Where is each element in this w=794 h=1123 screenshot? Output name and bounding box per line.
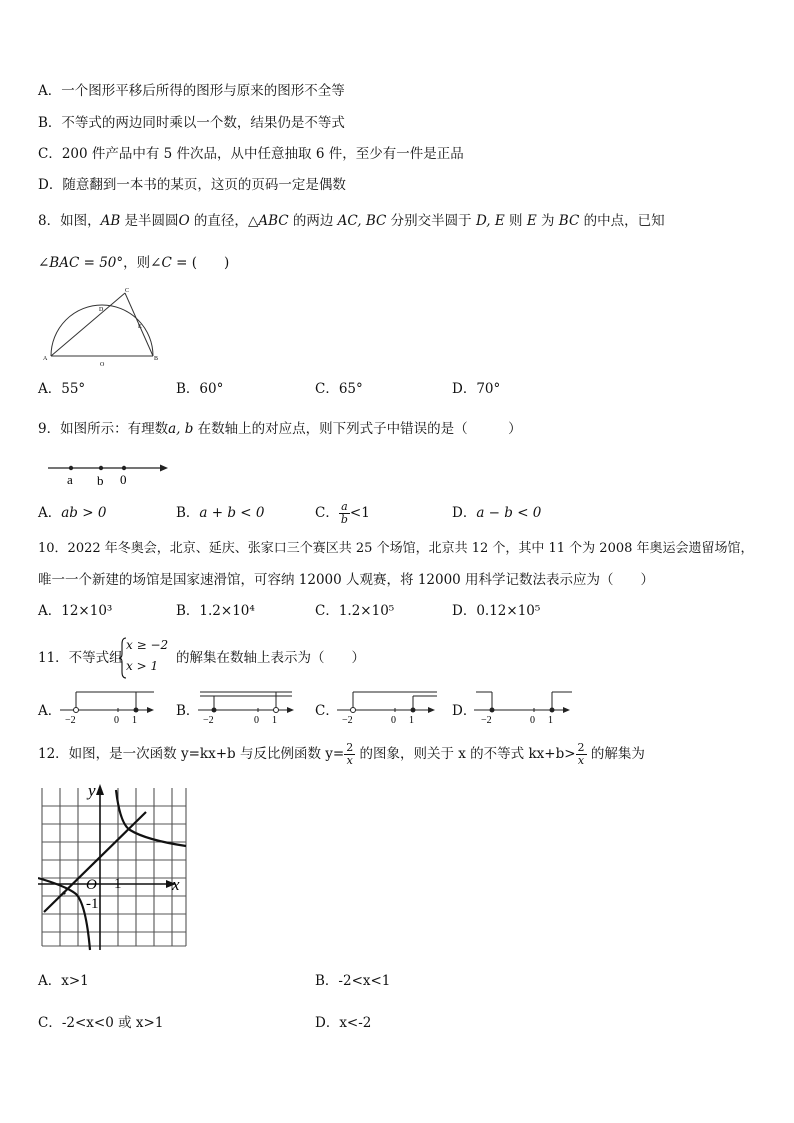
q9-option-b: B．a + b < 0	[176, 505, 265, 521]
q10-option-a: A．12×10³	[38, 603, 113, 619]
q7-option-b: B．不等式的两边同时乘以一个数，结果仍是不等式	[38, 115, 345, 131]
q11-inequality-1: x ≥ −2	[126, 638, 169, 652]
q11-c-tick-1: 1	[409, 715, 414, 726]
q11-option-c-label: C．	[315, 703, 339, 719]
q11-d-tick-1: 1	[548, 715, 553, 726]
q12-option-a: A．x>1	[38, 973, 89, 989]
q11-option-a-label: A．	[38, 703, 62, 719]
q11-option-b-number-line	[196, 686, 300, 726]
q11-option-b-label: B．	[176, 703, 200, 719]
q12-option-b: B．-2<x<1	[315, 973, 391, 989]
q8-option-d: D．70°	[452, 381, 501, 397]
q12-option-d: D．x<-2	[315, 1015, 372, 1031]
q11-a-tick-neg2: −2	[65, 715, 76, 726]
q12-stem: 12．如图，是一次函数 y=kx+b 与反比例函数 y= $\frac{2}{x}$ 的图象，则关于 x 的不等式 kx+b> $\frac{2}{x}$ 的解集为	[38, 741, 645, 767]
q9-label-b: b	[97, 473, 104, 488]
q10-option-d: D．0.12×10⁵	[452, 603, 541, 619]
q12-axis-label-y: y	[88, 781, 96, 800]
q8-label-e: E	[138, 324, 142, 330]
q9-label-zero: 0	[120, 472, 127, 487]
q12-option-c: C．-2<x<0 或 x>1	[38, 1015, 164, 1031]
q10-stem-line1: 10．2022 年冬奥会，北京、延庆、张家口三个赛区共 25 个场馆，北京共 12 个，其中 11 个为 2008 年奥运会遗留场馆，	[38, 541, 754, 556]
q12-tick-one: 1	[114, 876, 122, 892]
q11-d-tick-0: 0	[530, 715, 535, 726]
q11-c-tick-neg2: −2	[342, 715, 353, 726]
q9-stem: 9．如图所示：有理数a, b 在数轴上的对应点，则下列式子中错误的是（ ）	[38, 421, 522, 437]
q11-b-tick-1: 1	[272, 715, 277, 726]
q12-tick-neg-one: -1	[86, 896, 99, 912]
q8-stem: 8．如图，AB 是半圆圆O 的直径，△ABC 的两边 AC, BC 分别交半圆于 D, E 则 E 为 BC 的中点，已知	[38, 213, 665, 229]
q11-stem-prefix: 11．不等式组	[38, 650, 123, 666]
q8-option-c: C．65°	[315, 381, 363, 397]
q10-option-c: C．1.2×10⁵	[315, 603, 395, 619]
q11-d-tick-neg2: −2	[481, 715, 492, 726]
q8-option-a: A．55°	[38, 381, 86, 397]
q11-option-c-number-line	[335, 686, 443, 726]
q8-label-d: D	[99, 307, 104, 313]
q11-option-d-label: D．	[452, 703, 477, 719]
q9-option-d: D．a − b < 0	[452, 505, 542, 521]
q11-inequality-2: x > 1	[126, 659, 159, 673]
q11-inequality-system	[126, 637, 168, 674]
q11-a-tick-1: 1	[132, 715, 137, 726]
q8-stem-cont: ∠BAC = 50°，则∠C = ( )	[38, 255, 230, 271]
q11-stem-suffix: 的解集在数轴上表示为（ ）	[176, 650, 365, 666]
q9-option-c-fraction: $\frac{a}{b}$	[340, 500, 348, 526]
q11-b-tick-0: 0	[254, 715, 259, 726]
q7-option-d: D．随意翻到一本书的某页，这页的页码一定是偶数	[38, 177, 346, 193]
q8-label-a: A	[43, 356, 48, 362]
q7-option-a: A．一个图形平移后所得的图形与原来的图形不全等	[38, 83, 345, 99]
q8-semicircle-figure	[38, 284, 168, 370]
q7-option-c: C．200 件产品中有 5 件次品，从中任意抽取 6 件，至少有一件是正品	[38, 146, 464, 162]
q8-label-o: O	[100, 362, 105, 368]
q10-option-b: B．1.2×10⁴	[176, 603, 255, 619]
q11-a-tick-0: 0	[114, 715, 119, 726]
q11-option-d-number-line	[472, 686, 576, 726]
q9-option-c: C． $\frac{a}{b}$ <1	[315, 500, 370, 526]
q12-fraction-2: $\frac{2}{x}$	[577, 741, 585, 767]
q8-option-b: B．60°	[176, 381, 224, 397]
q11-c-tick-0: 0	[391, 715, 396, 726]
q9-option-a: A．ab > 0	[38, 505, 107, 521]
q11-b-tick-neg2: −2	[203, 715, 214, 726]
q11-option-a-number-line	[58, 686, 158, 726]
q8-label-b: B	[154, 356, 159, 362]
q12-fraction-1: $\frac{2}{x}$	[346, 741, 354, 767]
q10-stem-line2: 唯一一个新建的场馆是国家速滑馆，可容纳 12000 人观赛，将 12000 用科学记数法表示应为（ ）	[38, 572, 655, 588]
q8-label-c: C	[125, 288, 130, 294]
q12-axis-label-x: x	[172, 875, 180, 894]
q9-label-a: a	[67, 472, 73, 487]
q12-function-graph	[38, 780, 190, 952]
q9-number-line	[44, 458, 174, 488]
q12-origin-label: O	[86, 877, 97, 893]
